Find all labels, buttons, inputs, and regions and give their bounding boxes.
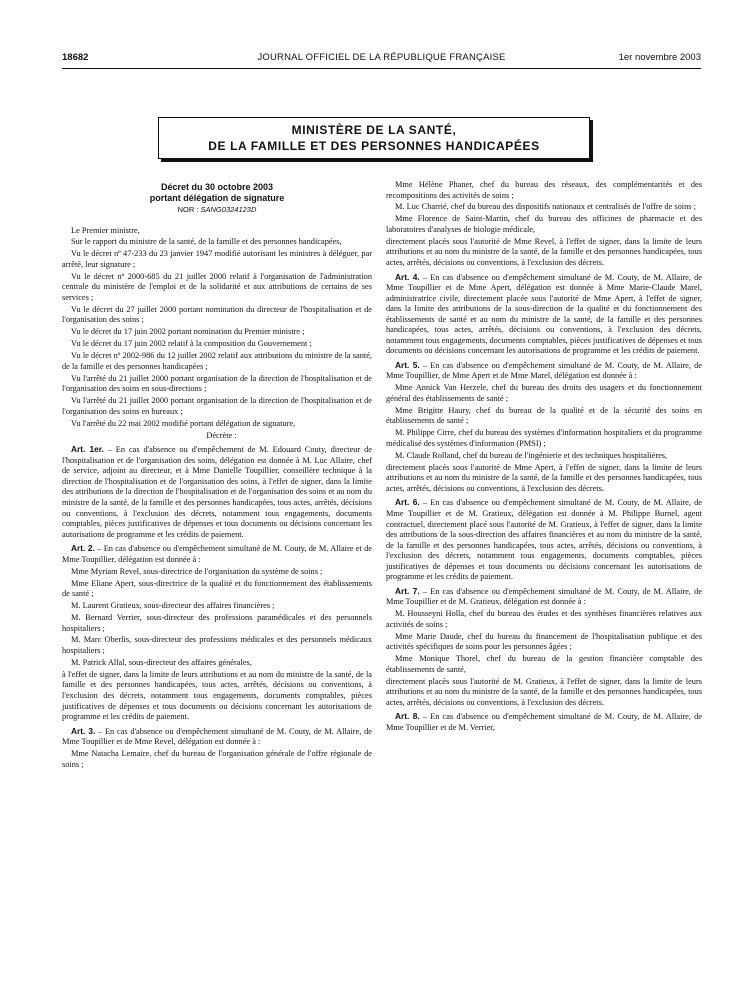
article-paragraph [62,726,372,748]
paragraph [62,567,372,578]
paragraph-text: Mme Annick Van Herzele, chef du bureau des droits des usagers et du fonctionnement général des établissements de santé ; [386,383,702,403]
paragraph [62,327,372,338]
article-label: Art. 4. [395,271,420,282]
paragraph [386,677,702,709]
right-column [386,180,702,735]
paragraph-text: M. Laurent Gratieux, sous-directeur des affaires financières ; [71,601,275,611]
decree-title [62,182,372,204]
paragraph [62,249,372,270]
paragraph-text: Vu l'arrêté du 21 juillet 2000 portant organisation de la direction de l'hospitalisation et de l'organisation des soins en bureaux ; [62,396,372,416]
paragraph [386,463,702,495]
article-text: – En cas d'absence ou d'empêchement simultané de M. Couty, de M. Allaire, de Mme Toupillier et de Mme Apert, délégation est donnée à Mme Marie-Claude Marel, administratrice civile, directement placée sous l'autorité de Mme Apert, à l'effet de signer, dans la limite des attributions de la sous-direction de la qualité et du fonctionnement des établissements de santé et au nom du ministre de la santé, de la famille et des personnes handicapées, tous actes, arrêtés, décisions ou conventions, à l'exclusion des décrets, notamment tous engagements, documents comptables, pièces justificatives de dépenses et tous documents ou décisions concernant les autorisations de programme et les crédits de paiement. [386,272,702,356]
decree-formula [62,431,372,442]
paragraph-text: M. Patrick Allal, sous-directeur des affaires générales, [71,657,252,667]
paragraph-text: Vu l'arrêté du 22 mai 2002 modifié portant délégation de signature, [71,418,296,428]
article-label: Art. 5. [395,359,420,370]
paragraph [62,351,372,372]
page-number: 18682 [62,52,89,63]
paragraph-text: M. Philippe Cirre, chef du bureau des systèmes d'information hospitaliers et du programme médicalisé des systèmes d'information (PMSI) ; [386,428,702,448]
paragraph [62,635,372,656]
paragraph [62,339,372,350]
decree-title-line-1: Décret du 30 octobre 2003 [160,182,274,192]
paragraph-text: à l'effet de signer, dans la limite de leurs attributions et au nom du ministre de la santé, de la famille et des personnes handicapées, tous actes, arrêtés, décisions ou conventions, à l'exclusion des décrets, notamment tous engagements, documents comptables, pièces justificatives de dépenses et tous documents ou décisions concernant les autorisations de programme et les crédits de paiement. [62,669,372,722]
paragraph-text: M. Marc Oberlis, sous-directeur des professions médicales et des personnels médicaux hospitaliers ; [62,635,372,656]
article-paragraph [386,711,702,733]
paragraph-text: Vu le décret nº 2000-685 du 21 juillet 2000 relatif à l'organisation de l'administration centrale du ministère de l'emploi et de la solidarité et aux attributions de certains de ses services ; [62,271,372,302]
paragraph [386,383,702,404]
paragraph-text: Vu le décret du 17 juin 2002 portant nomination du Premier ministre ; [71,327,305,337]
paragraph [386,406,702,427]
decree-title-line-2: portant délégation de signature [149,193,285,203]
paragraph [62,396,372,417]
paragraph-text: M. Bernard Verrier, sous-directeur des professions paramédicales et des personnels hospitaliers ; [62,613,372,633]
paragraph-text: Mme Monique Thorel, chef du bureau de la gestion financière comptable des établissements de santé, [386,654,702,674]
article-text: – En cas d'absence ou d'empêchement de M. Edouard Couty, directeur de l'hospitalisation et de l'organisation des soins, délégation est donnée à M. Luc Allaire, chef de service, adjoint au directeur, et à Mme Danielle Toupillier, conseillère technique à la direction de l'hospitalisation et de l'organisation des soins, à l'effet de signer, dans la limite des attributions de la direction de l'hospitalisation et de l'organisation des soins et au nom du ministre de la santé, de la famille et des personnes handicapées, tous actes, arrêtés, décisions ou conventions, à l'exclusion des décrets, notamment tous engagements, documents comptables, pièces justificatives de dépenses et tous documents ou décisions concernant les autorisations de programme et les crédits de paiement. [62,445,373,539]
article-label: Art. 1er. [71,444,104,455]
paragraph [386,180,702,201]
paragraph-text: directement placés sous l'autorité de M. Gratieux, à l'effet de signer, dans la limite de leurs attributions et au nom du ministre de la santé, de la famille et des personnes handicapées, tous actes, arrêtés, décisions ou conventions, à l'exclusion des décrets. [386,676,702,707]
paragraph [62,272,372,304]
paragraph [386,237,702,269]
paragraph [386,609,702,630]
left-column [62,180,372,772]
article-paragraph [62,444,372,540]
paragraph [386,202,702,213]
paragraph-text: Mme Natacha Lemaire, chef du bureau de l'organisation générale de l'offre régionale de soins ; [62,749,372,769]
article-text: – En cas d'absence ou d'empêchement simultané de M. Couty, de M. Allaire, de Mme Toupillier et de M. Gratieux, délégation est donnée à M. Philippe Burnel, agent contractuel, directement placé sous l'autorité de M. Gratieux, à l'effet de signer, dans la limite des attributions de la sous-direction des affaires financières et au nom du ministre de la santé, de la famille et des personnes handicapées, tous actes, arrêtés, décisions ou conventions, à l'exclusion des décrets, notamment tous engagements, documents comptables, pièces justificatives de dépenses et tous documents ou décisions concernant les autorisations de programme et les crédits de paiement. [386,498,702,582]
page-header [62,52,701,66]
ministry-heading-box [158,117,590,159]
paragraph-text: Mme Hélène Phaner, chef du bureau des réseaux, des complémentarités et des recompositions des activités de soins ; [386,180,702,200]
article-paragraph [62,543,372,565]
paragraph [386,214,702,235]
article-paragraph [386,360,702,382]
article-label: Art. 7. [395,585,420,596]
paragraph-text: Vu le décret du 27 juillet 2000 portant nomination du directeur de l'hospitalisation et de l'organisation des soins ; [62,304,372,325]
nor-label: NOR : [177,205,201,214]
paragraph-text: Mme Myriam Revel, sous-directrice de l'organisation du système de soins ; [71,566,323,576]
paragraph-text: M. Luc Charrié, chef du bureau des dispositifs nationaux et centralisés de l'offre de soins ; [395,202,696,212]
paragraph-text: M. Housseyni Holla, chef du bureau des études et des synthèses financières relatives aux activités de soins ; [386,609,702,629]
article-label: Art. 8. [395,711,420,722]
paragraph [62,601,372,612]
paragraph-text: directement placés sous l'autorité de Mme Revel, à l'effet de signer, dans la limite de leurs attributions et au nom du ministre de la santé, de la famille et des personnes handicapées, tous actes, arrêtés, décisions ou conventions, à l'exclusion des décrets. [386,236,702,267]
article-paragraph [386,272,702,357]
ministry-line-2: DE LA FAMILLE ET DES PERSONNES HANDICAPÉES [208,139,540,153]
paragraph-text: Vu le décret nº 2002-986 du 12 juillet 2002 relatif aux attributions du ministre de la santé, de la famille et des personnes handicapées ; [62,351,372,371]
paragraph-text: Mme Florence de Saint-Martin, chef du bureau des officines de pharmacie et des laboratoires d'analyses de biologie médicale, [386,214,702,234]
article-label: Art. 2. [71,543,95,554]
article-text: – En cas d'absence ou d'empêchement simultané de M. Couty, de M. Allaire, de Mme Toupillier et de M. Gratieux, délégation est donnée à : [386,586,702,607]
paragraph [386,428,702,449]
paragraph-text: Vu le décret nº 47-233 du 23 janvier 1947 modifié autorisant les ministres à déléguer, par arrêté, leur signature ; [62,249,372,269]
paragraph [386,654,702,675]
paragraph-text: M. Claude Rolland, chef du bureau de l'ingénierie et des techniques hospitalières, [395,450,668,460]
paragraph-text: Vu le décret du 17 juin 2002 relatif à la composition du Gouvernement ; [71,339,312,349]
paragraph [62,670,372,723]
paragraph-text: Sur le rapport du ministre de la santé, de la famille et des personnes handicapées, [71,237,342,247]
ministry-line-1: MINISTÈRE DE LA SANTÉ, [291,123,457,137]
nor-code: SANG0324123D [200,205,257,214]
paragraph-text: Le Premier ministre, [71,225,140,235]
paragraph-text: directement placés sous l'autorité de Mme Apert, à l'effet de signer, dans la limite de leurs attributions et au nom du ministre de la santé, de la famille et des personnes handicapées, tous actes, arrêtés, décisions ou conventions, à l'exclusion des décrets. [386,462,702,493]
article-label: Art. 6. [395,497,420,508]
header-rule [62,68,701,69]
article-text: – En cas d'absence ou d'empêchement simultané de M. Couty, de M. Allaire, de Mme Toupillier, de Mme Apert et de Mme Marel, délégation est donnée à : [386,360,702,381]
paragraph [62,226,372,237]
paragraph [62,305,372,326]
issue-date: 1er novembre 2003 [618,52,701,63]
paragraph [386,451,702,462]
article-paragraph [386,497,702,582]
paragraph [62,237,372,248]
paragraph-text: Mme Marie Daude, chef du bureau du financement de l'hospitalisation publique et des activités spécifiques de soins pour les personnes âgées ; [386,631,702,652]
paragraph-text: Mme Brigitte Haury, chef du bureau de la qualité et de la sécurité des soins en établissements de santé ; [386,405,702,426]
paragraph [62,579,372,600]
paragraph [62,419,372,430]
paragraph [62,658,372,669]
paragraph [62,613,372,634]
nor-reference [62,205,372,216]
paragraph-text: Mme Eliane Apert, sous-directrice de la qualité et du fonctionnement des établissements de santé ; [62,578,372,599]
article-text: – En cas d'absence ou d'empêchement simultané de M. Couty, de M. Allaire et de Mme Toupillier, délégation est donnée à : [62,544,372,564]
article-label: Art. 3. [71,725,96,736]
paragraph [386,632,702,653]
article-text: – En cas d'absence ou d'empêchement simultané de M. Couty, de M. Allaire, de Mme Toupillier et de Mme Revel, délégation est donnée à : [62,726,372,747]
paragraph [62,749,372,770]
article-paragraph [386,586,702,608]
paragraph [62,374,372,395]
article-text: – En cas d'absence ou d'empêchement simultané de M. Couty, de M. Allaire, de Mme Toupillier et de M. Verrier, [386,712,702,732]
journal-title: JOURNAL OFFICIEL DE LA RÉPUBLIQUE FRANÇAISE [257,52,506,63]
paragraph-text: Vu l'arrêté du 21 juillet 2000 portant organisation de la direction de l'hospitalisation et de l'organisation des soins en sous-directions ; [62,373,372,394]
decree-formula-text: Décrète : [206,430,237,440]
